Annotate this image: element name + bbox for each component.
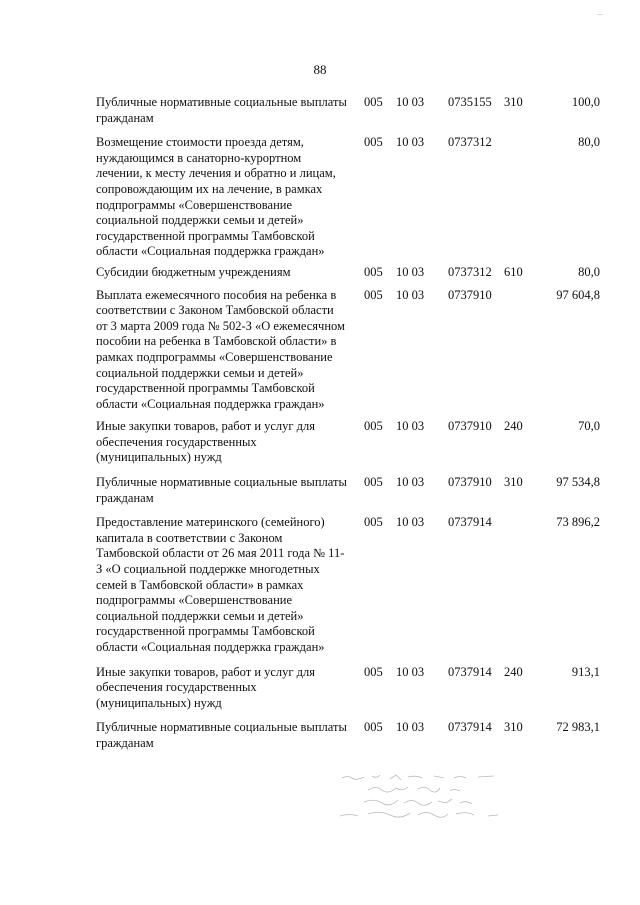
- row-section-code: 10 03: [396, 720, 425, 735]
- row-name: Публичные нормативные социальные выплаты гражданам: [96, 720, 347, 750]
- row-amount: 72 983,1: [556, 720, 600, 735]
- row-section-code: 10 03: [396, 515, 425, 530]
- table-row: [96, 419, 604, 466]
- row-target-code: 0737312: [448, 264, 492, 279]
- budget-table: [96, 95, 604, 758]
- row-section-code: 10 03: [396, 95, 425, 109]
- table-row: [96, 475, 604, 506]
- row-ministry-code: 005: [364, 135, 383, 150]
- row-section-code: 10 03: [396, 664, 425, 679]
- row-expense-code: 310: [504, 720, 523, 735]
- table-row: [96, 515, 604, 655]
- row-ministry-code: 005: [364, 664, 383, 679]
- row-target-code: 0737312: [448, 135, 492, 150]
- row-ministry-code: 005: [364, 720, 383, 735]
- row-name: Публичные нормативные социальные выплаты гражданам: [96, 475, 347, 505]
- row-name: Иные закупки товаров, работ и услуг для обеспечения государственных (муниципальных) нужд: [96, 664, 316, 710]
- row-amount: 70,0: [578, 419, 600, 434]
- row-section-code: 10 03: [396, 419, 425, 434]
- table-row: [96, 135, 604, 260]
- page-number: 88: [313, 62, 327, 77]
- row-section-code: 10 03: [396, 135, 425, 150]
- row-amount: 73 896,2: [556, 515, 600, 530]
- row-target-code: 0737914: [448, 664, 492, 679]
- row-target-code: 0737910: [448, 419, 492, 434]
- row-section-code: 10 03: [396, 264, 425, 279]
- row-name: Публичные нормативные социальные выплаты гражданам: [96, 95, 347, 125]
- row-expense-code: 310: [504, 475, 523, 490]
- row-target-code: 0737914: [448, 515, 492, 530]
- table-row: [96, 288, 604, 413]
- faint-signature-stamp: [338, 770, 518, 825]
- row-amount: 100,0: [571, 95, 600, 109]
- row-ministry-code: 005: [364, 475, 383, 490]
- scan-mark: [597, 14, 603, 15]
- row-amount: 80,0: [578, 135, 600, 150]
- row-name: Субсидии бюджетным учреждениям: [96, 264, 291, 279]
- row-expense-code: 240: [504, 664, 523, 679]
- row-ministry-code: 005: [364, 287, 383, 302]
- row-expense-code: 610: [504, 264, 523, 279]
- row-name: Выплата ежемесячного пособия на ребенка в соответствии с Законом Тамбовской области от 3 марта 2009 года № 502-З «О ежемесячном пособии на ребенка в Тамбовской области» в рамках подпрограммы «Совершенствование социальной поддержки семьи и детей» государственной программы Тамбовской области «Социальная поддержка граждан»: [96, 287, 345, 411]
- row-name: Предоставление материнского (семейного) капитала в соответствии с Законом Тамбовской области от 26 мая 2011 года № 11-З «О социальной поддержке многодетных семей в Тамбовской области» в рамках подпрограммы «Совершенствование социальной поддержки семьи и детей» государственной программы Тамбовской области «Социальная поддержка граждан»: [96, 515, 345, 654]
- row-ministry-code: 005: [364, 419, 383, 434]
- row-expense-code: 240: [504, 419, 523, 434]
- row-section-code: 10 03: [396, 475, 425, 490]
- row-section-code: 10 03: [396, 287, 425, 302]
- table-row: [96, 265, 604, 281]
- table-row: [96, 720, 604, 751]
- row-amount: 913,1: [571, 664, 600, 679]
- row-target-code: 0735155: [448, 95, 492, 109]
- row-ministry-code: 005: [364, 264, 383, 279]
- row-name: Иные закупки товаров, работ и услуг для обеспечения государственных (муниципальных) нужд: [96, 419, 316, 465]
- row-target-code: 0737910: [448, 287, 492, 302]
- row-amount: 97 604,8: [556, 287, 600, 302]
- row-ministry-code: 005: [364, 515, 383, 530]
- row-name: Возмещение стоимости проезда детям, нуждающимся в санаторно-курортном лечении, к месту лечения и обратно и лицам, сопровождающим их на лечение, в рамках подпрограммы «Совершенствование социальной поддержки семьи и детей» государственной программы Тамбовской области «Социальная поддержка граждан»: [96, 135, 336, 259]
- table-row: [96, 665, 604, 712]
- row-target-code: 0737910: [448, 475, 492, 490]
- row-amount: 80,0: [578, 264, 600, 279]
- row-expense-code: 310: [504, 95, 523, 109]
- row-amount: 97 534,8: [556, 475, 600, 490]
- table-row: [96, 95, 604, 126]
- row-target-code: 0737914: [448, 720, 492, 735]
- row-ministry-code: 005: [364, 95, 383, 109]
